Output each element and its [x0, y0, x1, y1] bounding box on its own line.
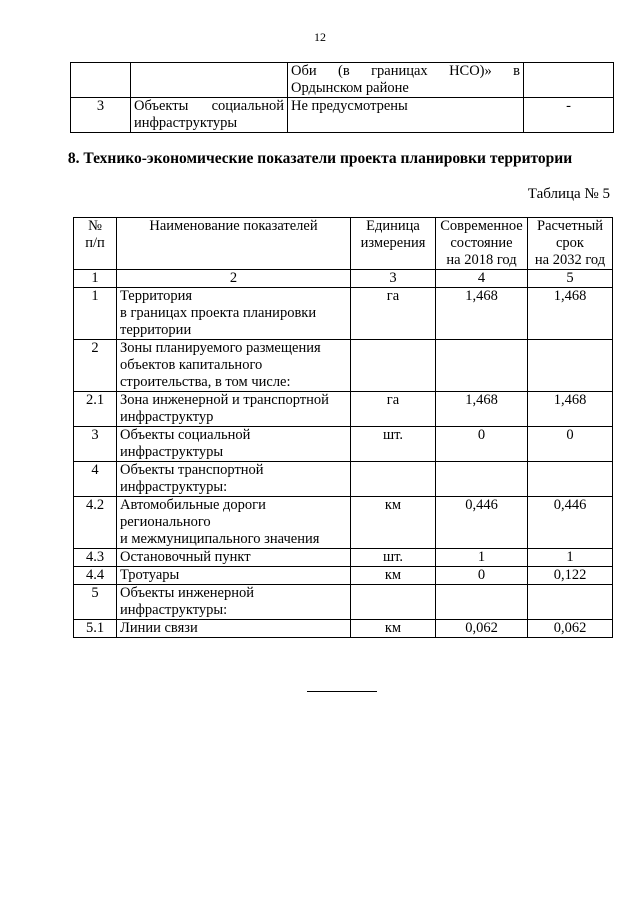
name-line: инфраструктуры	[120, 444, 224, 460]
cell-unit	[351, 462, 436, 497]
cell-current: 1	[436, 549, 528, 567]
header-row	[74, 218, 613, 270]
cell-current: 0	[436, 427, 528, 462]
table-row	[71, 98, 614, 133]
cell-unit: км	[351, 620, 436, 638]
table-row	[74, 549, 613, 567]
header-target: Расчетный срок на 2032 год	[528, 218, 613, 270]
object-line: инфраструктуры	[134, 115, 238, 131]
cell-num: 4.4	[74, 567, 117, 585]
name-line: Зоны планируемого размещения	[120, 340, 321, 356]
footer-rule	[307, 691, 377, 692]
cell-current	[436, 340, 528, 392]
cell-unit	[351, 340, 436, 392]
cell-current: 1,468	[436, 392, 528, 427]
cell-target	[528, 585, 613, 620]
cell-current: 1,468	[436, 288, 528, 340]
cell-object	[131, 63, 288, 98]
name-line: территории	[120, 322, 192, 338]
cell-num: 1	[74, 288, 117, 340]
name-line: Объекты социальной	[120, 427, 251, 443]
cell-note: -	[524, 98, 614, 133]
name-line: Остановочный пункт	[120, 549, 251, 565]
cell-current	[436, 585, 528, 620]
column-number: 4	[436, 270, 528, 288]
cell-current: 0	[436, 567, 528, 585]
cell-target: 1,468	[528, 288, 613, 340]
section-heading: 8. Технико-экономические показатели проекта планировки территории	[67, 150, 573, 167]
cell-unit: шт.	[351, 427, 436, 462]
header-name: Наименование показателей	[117, 218, 351, 270]
cell-num: 4.3	[74, 549, 117, 567]
name-line: Линии связи	[120, 620, 198, 636]
header-num: № п/п	[74, 218, 117, 270]
cell-name	[117, 549, 351, 567]
cell-name	[117, 567, 351, 585]
cell-num: 2.1	[74, 392, 117, 427]
table-row	[74, 340, 613, 392]
name-line: объектов капитального	[120, 357, 263, 373]
cell-target	[528, 462, 613, 497]
cell-num: 3	[74, 427, 117, 462]
name-line: в границах проекта планировки	[120, 305, 317, 321]
cell-description	[288, 63, 524, 98]
table-row	[74, 427, 613, 462]
name-line: Объекты инженерной	[120, 585, 254, 601]
name-line: Тротуары	[120, 567, 180, 583]
cell-name	[117, 288, 351, 340]
cell-num: 5.1	[74, 620, 117, 638]
column-number: 3	[351, 270, 436, 288]
table-row	[74, 392, 613, 427]
cell-num: 2	[74, 340, 117, 392]
table-row	[71, 63, 614, 98]
cell-unit	[351, 585, 436, 620]
cell-current: 0,062	[436, 620, 528, 638]
column-number: 1	[74, 270, 117, 288]
table-row	[74, 567, 613, 585]
cell-name	[117, 392, 351, 427]
cell-name	[117, 427, 351, 462]
description-line: Ордынском районе	[291, 80, 409, 96]
header-current: Современное состояние на 2018 год	[436, 218, 528, 270]
table-row	[74, 497, 613, 549]
name-line: и межмуниципального значения	[120, 531, 320, 547]
indicators-table	[73, 217, 613, 638]
cell-target: 1,468	[528, 392, 613, 427]
object-line: Объекты социальной	[134, 98, 284, 114]
table-row	[74, 620, 613, 638]
cell-note	[524, 63, 614, 98]
cell-unit: га	[351, 288, 436, 340]
cell-name	[117, 497, 351, 549]
table-row	[74, 288, 613, 340]
table-row	[74, 462, 613, 497]
name-line: инфраструктуры:	[120, 602, 228, 618]
name-line: инфраструктуры:	[120, 479, 228, 495]
cell-unit: км	[351, 497, 436, 549]
cell-num: 5	[74, 585, 117, 620]
table-row	[74, 585, 613, 620]
cell-target: 0	[528, 427, 613, 462]
cell-target: 0,446	[528, 497, 613, 549]
name-line: строительства, в том числе:	[120, 374, 291, 390]
continuation-table	[70, 62, 614, 133]
cell-target: 0,062	[528, 620, 613, 638]
cell-name	[117, 620, 351, 638]
cell-target: 0,122	[528, 567, 613, 585]
column-number: 5	[528, 270, 613, 288]
name-line: Территория	[120, 288, 193, 304]
table-caption: Таблица № 5	[527, 186, 610, 202]
cell-current	[436, 462, 528, 497]
header-unit: Единица измерения	[351, 218, 436, 270]
cell-unit: га	[351, 392, 436, 427]
name-line: Объекты транспортной	[120, 462, 264, 478]
indicators-body	[74, 288, 613, 638]
cell-target: 1	[528, 549, 613, 567]
cell-name	[117, 340, 351, 392]
name-line: Зона инженерной и транспортной	[120, 392, 329, 408]
cell-name	[117, 585, 351, 620]
cell-target	[528, 340, 613, 392]
cell-num	[71, 63, 131, 98]
page-number: 12	[314, 30, 326, 44]
name-line: регионального	[120, 514, 211, 530]
column-number-row	[74, 270, 613, 288]
cell-description: Не предусмотрены	[288, 98, 524, 133]
cell-current: 0,446	[436, 497, 528, 549]
cell-num: 4.2	[74, 497, 117, 549]
cell-object	[131, 98, 288, 133]
column-number: 2	[117, 270, 351, 288]
name-line: инфраструктур	[120, 409, 214, 425]
cell-unit: шт.	[351, 549, 436, 567]
cell-name	[117, 462, 351, 497]
name-line: Автомобильные дороги	[120, 497, 266, 513]
description-line: Оби (в границах НСО)» в	[291, 63, 520, 79]
cell-num: 4	[74, 462, 117, 497]
cell-unit: км	[351, 567, 436, 585]
cell-num: 3	[71, 98, 131, 133]
